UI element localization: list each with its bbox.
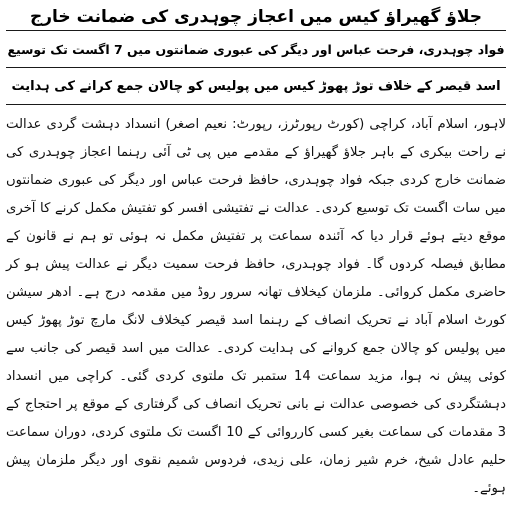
divider-3 <box>6 104 506 105</box>
article-body: لاہور، اسلام آباد، کراچی (کورٹ رپورٹرز، رپورٹ: نعیم اصغر) انسداد دہشت گردی عدالت نے راحت بیکری کے باہر جلاؤ گھیراؤ کے مقدمے میں پی ٹی آئی رہنما اعجاز چوہدری کی ضمانت خارج کردی جبکہ فواد چوہدری، حافظ فرحت عباس اور دیگر کی عبوری ضمانتوں میں سات اگست تک توسیع کردی۔ عدالت نے تفتیشی افسر کو تفتیش مکمل کرنے کا آخری موقع دیتے ہوئے قرار دیا کہ آئندہ سماعت پر تفتیش مکمل نہ ہوئی تو ہم نے قانون کے مطابق فیصلہ کردوں گا۔ فواد چوہدری، حافظ فرحت سمیت دیگر نے عدالت پیش ہو کر حاضری مکمل کروائی۔ ملزمان کیخلاف تھانہ سرور روڈ میں مقدمہ درج ہے۔ ادھر سیشن کورٹ اسلام آباد نے تحریک انصاف کے رہنما اسد قیصر کیخلاف لانگ مارچ توڑ پھوڑ کیس میں پولیس کو چالان جمع کروانے کی ہدایت کردی۔ عدالت میں اسد قیصر کی جانب سے کوئی پیش نہ ہوا، مزید سماعت 14 ستمبر تک ملتوی کردی گئی۔ کراچی میں انسداد دہشتگردی کی خصوصی عدالت نے بانی تحریک انصاف کی گرفتاری کے موقع پر احتجاج کے 3 مقدمات کی سماعت بغیر کسی کارروائی کے 10 اگست تک ملتوی کردی، دوران سماعت حلیم عادل شیخ، خرم شیر زمان، علی زیدی، فردوس شمیم نقوی اور دیگر ملزمان پیش ہوئے۔ <box>6 117 506 496</box>
headline-tertiary: اسد قیصر کے خلاف توڑ پھوڑ کیس میں پولیس کو چالان جمع کرانے کی ہدایت <box>11 79 501 94</box>
headline-primary: جلاؤ گھیراؤ کیس میں اعجاز چوہدری کی ضمانت خارج <box>30 7 482 26</box>
headline-secondary: فواد چوہدری، فرحت عباس اور دیگر کی عبوری ضمانتوں میں 7 اگست تک توسیع <box>7 42 505 57</box>
